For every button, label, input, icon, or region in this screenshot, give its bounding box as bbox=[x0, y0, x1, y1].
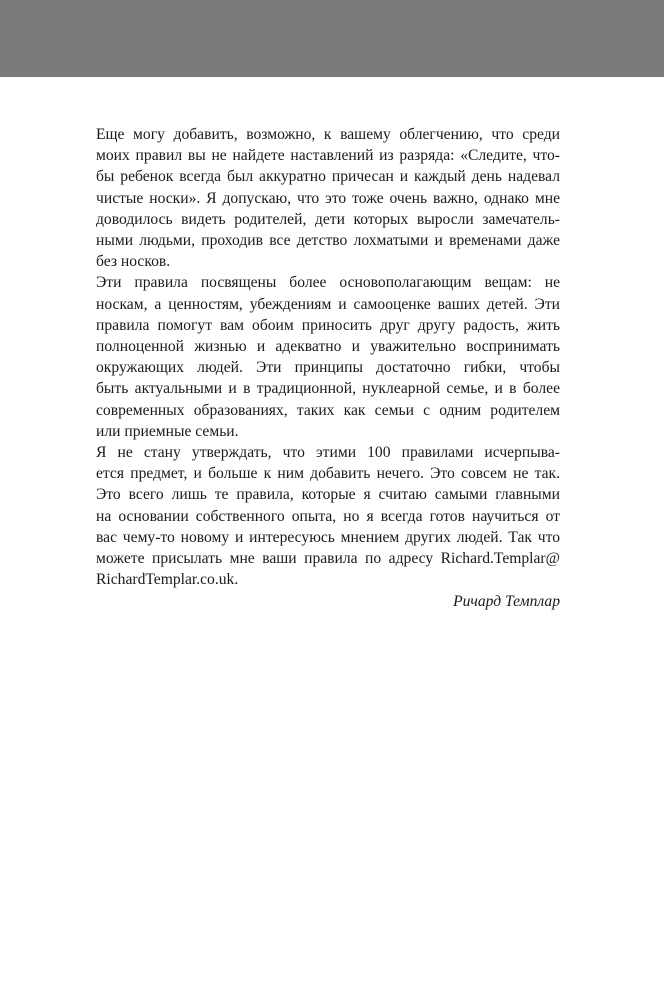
text-line: Еще могу добавить, возможно, к вашему облегчению, что среди bbox=[96, 126, 560, 143]
text-line: носкам, а ценностям, убеждениям и самооценке ваших детей. Эти bbox=[96, 295, 560, 313]
top-header-band bbox=[0, 0, 664, 77]
paragraph-2 bbox=[96, 272, 560, 442]
text-line: без носков. bbox=[96, 253, 171, 271]
text-line: доводилось видеть родителей, дети которых выросли замечатель- bbox=[96, 210, 560, 228]
text-line: правила помогут вам обоим приносить друг другу радость, жить bbox=[96, 316, 560, 334]
text-line: быть актуальными и в традиционной, нуклеарной семье, и в более bbox=[96, 380, 560, 398]
text-line: окружающих людей. Эти принципы достаточно гибки, чтобы bbox=[96, 359, 560, 377]
text-line: чистые носки». Я допускаю, что это тоже очень важно, однако мне bbox=[96, 189, 560, 207]
text-line: моих правил вы не найдете наставлений из разряда: «Следите, что- bbox=[96, 147, 560, 165]
text-line: Это всего лишь те правила, которые я считаю самыми главными bbox=[96, 486, 560, 504]
text-line: бы ребенок всегда был аккуратно причесан и каждый день надевал bbox=[96, 168, 560, 186]
text-line: Эти правила посвящены более основополагающим вещам: не bbox=[96, 274, 560, 292]
text-line: можете присылать мне ваши правила по адресу Richard.Templar@ bbox=[96, 550, 560, 568]
text-line: ется предмет, и больше к ним добавить нечего. Это совсем не так. bbox=[96, 465, 560, 483]
text-line: Я не стану утверждать, что этими 100 правилами исчерпыва- bbox=[96, 444, 560, 462]
body-text bbox=[96, 124, 560, 590]
text-line: ными людьми, проходив все детство лохматыми и временами даже bbox=[96, 232, 560, 250]
text-line: RichardTemplar.co.uk. bbox=[96, 571, 239, 589]
paragraph-3 bbox=[96, 442, 560, 590]
text-line: на основании собственного опыта, но я всегда готов научиться от bbox=[96, 507, 560, 525]
text-line: или приемные семьи. bbox=[96, 422, 239, 440]
author-signature: Ричард Темплар bbox=[453, 593, 560, 610]
text-line: полноценной жизнью и адекватно и уважительно воспринимать bbox=[96, 338, 560, 356]
paragraph-1 bbox=[96, 124, 560, 272]
text-line: современных образованиях, таких как семьи с одним родителем bbox=[96, 401, 560, 419]
text-line: вас чему-то новому и интересуюсь мнением других людей. Так что bbox=[96, 528, 560, 546]
